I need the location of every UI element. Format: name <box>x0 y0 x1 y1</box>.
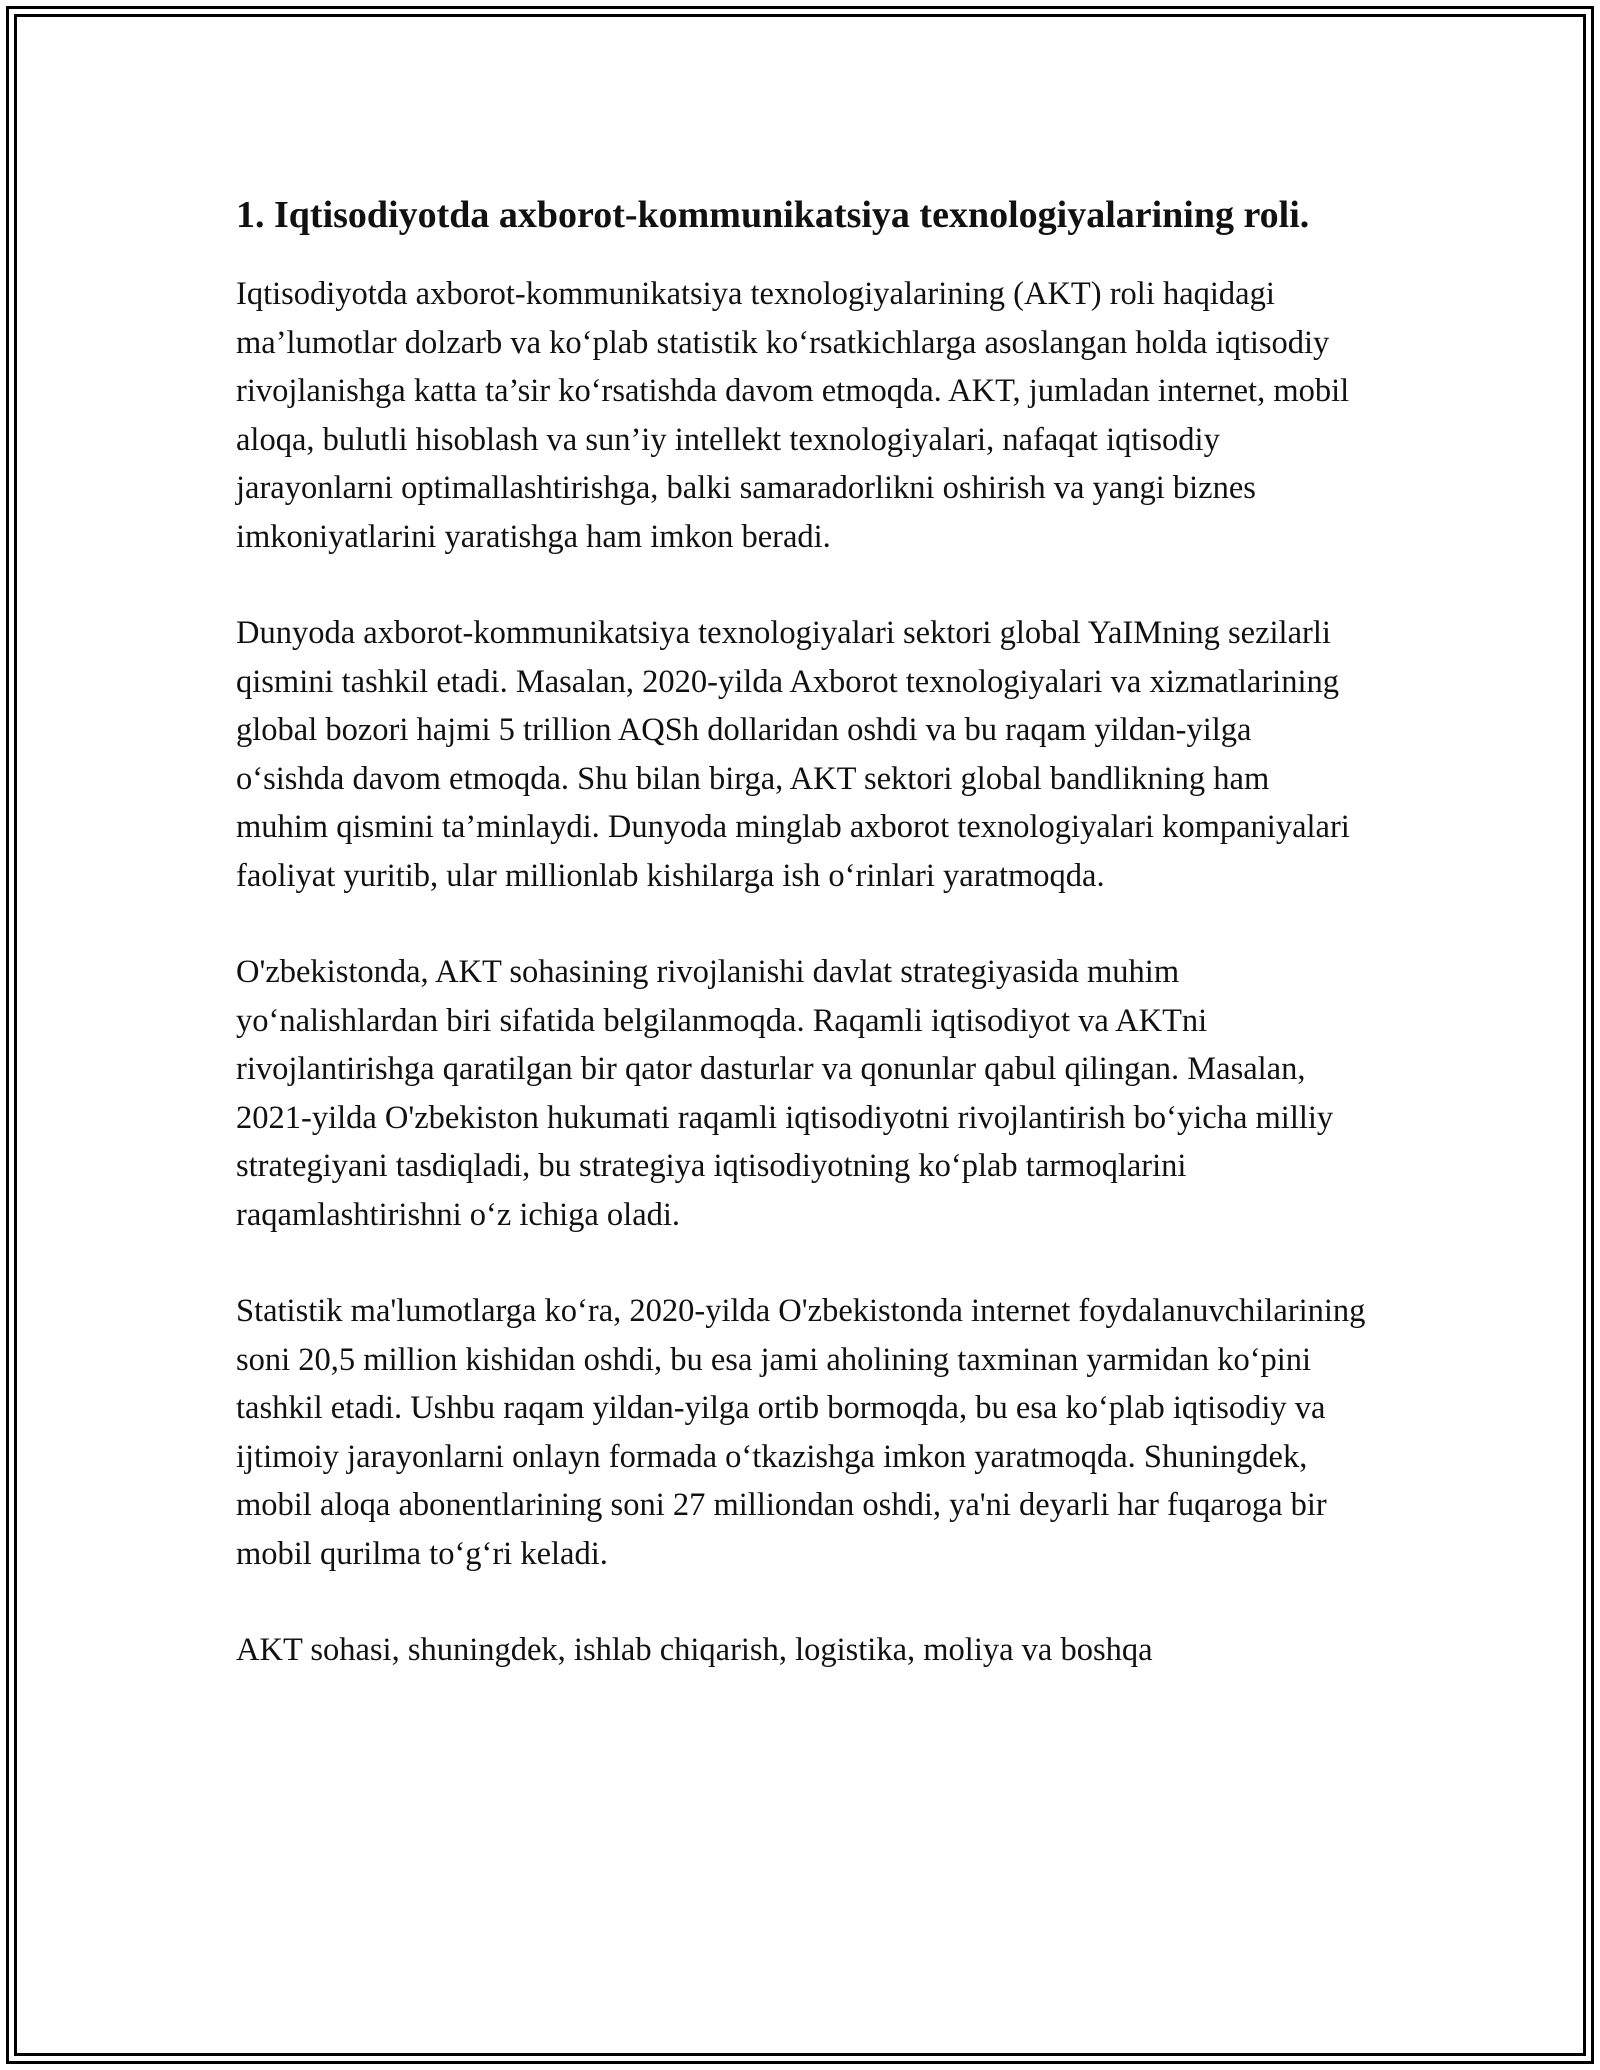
paragraph-2: Dunyoda axborot-kommunikatsiya texnologiyalari sektori global YaIMning sezilarli qismini tashkil etadi. Masalan, 2020-yilda Axborot texnologiyalari va xizmatlarining global bozori hajmi 5 trillion AQSh dollaridan oshdi va bu raqam yildan-yilga o‘sishda davom etmoqda. Shu bilan birga, AKT sektori global bandlikning ham muhim qismini ta’minlaydi. Dunyoda minglab axborot texnologiyalari kompaniyalari faoliyat yuritib, ular millionlab kishilarga ish o‘rinlari yaratmoqda. <box>236 615 1350 894</box>
section-heading: 1. Iqtisodiyotda axborot-kommunikatsiya texnologiyalarining roli. <box>236 194 1310 236</box>
paragraph-5: AKT sohasi, shuningdek, ishlab chiqarish, logistika, moliya va boshqa <box>236 1632 1153 1668</box>
document-body <box>236 188 1366 1723</box>
paragraph-3: O'zbekistonda, AKT sohasining rivojlanishi davlat strategiyasida muhim yo‘nalishlardan biri sifatida belgilanmoqda. Raqamli iqtisodiyot va AKTni rivojlantirishga qaratilgan bir qator dasturlar va qonunlar qabul qilingan. Masalan, 2021-yilda O'zbekiston hukumati raqamli iqtisodiyotni rivojlantirish bo‘yicha milliy strategiyani tasdiqladi, bu strategiya iqtisodiyotning ko‘plab tarmoqlarini raqamlashtirishni o‘z ichiga oladi. <box>236 954 1334 1233</box>
paragraph-1: Iqtisodiyotda axborot-kommunikatsiya texnologiyalarining (AKT) roli haqidagi ma’lumotlar dolzarb va ko‘plab statistik ko‘rsatkichlarga asoslangan holda iqtisodiy rivojlanishga katta ta’sir ko‘rsatishda davom etmoqda. AKT, jumladan internet, mobil aloqa, bulutli hisoblash va sun’iy intellekt texnologiyalari, nafaqat iqtisodiy jarayonlarni optimallashtirishga, balki samaradorlikni oshirish va yangi biznes imkoniyatlarini yaratishga ham imkon beradi. <box>236 276 1350 555</box>
paragraph-4: Statistik ma'lumotlarga ko‘ra, 2020-yilda O'zbekistonda internet foydalanuvchilarining soni 20,5 million kishidan oshdi, bu esa jami aholining taxminan yarmidan ko‘pini tashkil etadi. Ushbu raqam yildan-yilga ortib bormoqda, bu esa ko‘plab iqtisodiy va ijtimoiy jarayonlarni onlayn formada o‘tkazishga imkon yaratmoqda. Shuningdek, mobil aloqa abonentlarining soni 27 milliondan oshdi, ya'ni deyarli har fuqaroga bir mobil qurilma to‘g‘ri keladi. <box>236 1293 1366 1572</box>
